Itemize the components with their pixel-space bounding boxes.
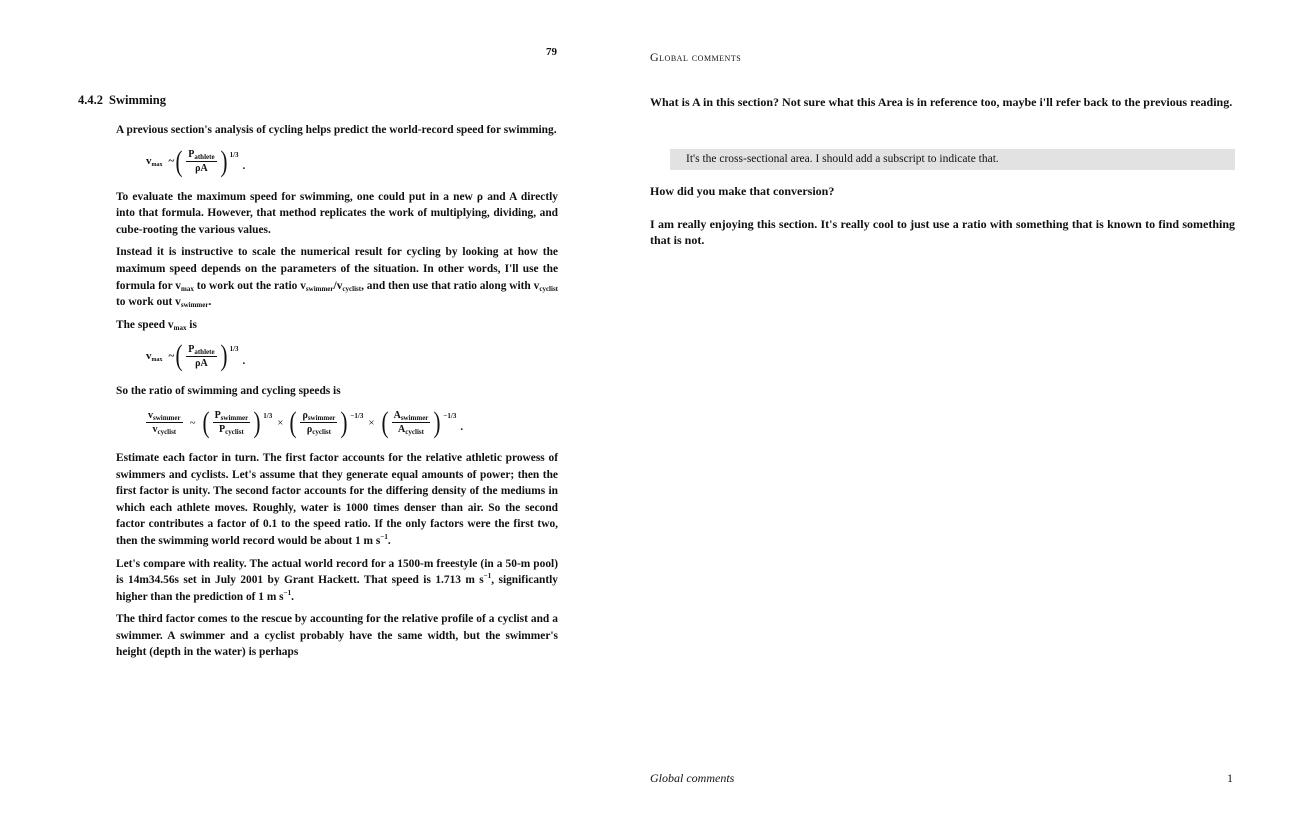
equation-2 bbox=[146, 339, 558, 373]
eq3-end: . bbox=[460, 421, 464, 434]
eq2-power: 1/3 bbox=[229, 345, 239, 354]
eq3-lhs-fraction: $\frac{v_{swimmer}}{v_{cyclist}}$ bbox=[148, 410, 181, 437]
footer-label: Global comments bbox=[650, 771, 735, 785]
paragraph-2: To evaluate the maximum speed for swimming, one could put in a new ρ and A directly into that formula. However, that method replicates the work of multiplying, dividing, and cube-rooting the various values. bbox=[116, 190, 558, 236]
left-page bbox=[78, 0, 559, 836]
footer-page-number: 1 bbox=[1227, 771, 1233, 785]
comment-reply: It's the cross-sectional area. I should add a subscript to indicate that. bbox=[670, 149, 1235, 170]
equation-1 bbox=[146, 145, 558, 179]
eq2-end: . bbox=[242, 354, 246, 367]
section-number: 4.4.2 bbox=[78, 93, 103, 107]
eq3-f1-power: 1/3 bbox=[263, 411, 273, 420]
eq1-lhs: $v_{max}$ bbox=[146, 155, 163, 169]
eq3-times-2: × bbox=[368, 416, 375, 429]
eq3-factor-3: $\frac{A_{swimmer}}{A_{cyclist}}$ bbox=[393, 410, 429, 437]
page-number: 79 bbox=[546, 46, 557, 58]
eq2-fraction: $\frac{P_{athlete}}{\rho A}$ bbox=[188, 343, 215, 369]
comment-2: How did you make that conversion? bbox=[650, 184, 835, 198]
eq2-close-paren: ) bbox=[220, 339, 228, 373]
section-heading bbox=[78, 93, 166, 108]
eq1-fraction: $\frac{P_{athlete}}{\rho A}$ bbox=[188, 149, 215, 175]
equation-3 bbox=[144, 406, 558, 440]
eq3-f2-power: −1/3 bbox=[350, 411, 364, 420]
right-page bbox=[650, 0, 1235, 836]
eq2-open-paren: ( bbox=[175, 339, 183, 373]
paragraph-6: Estimate each factor in turn. The first factor accounts for the relative athletic prowess of swimmers and cyclists. Let's assume that they generate equal amounts of power; then the first factor is unity. The second factor accounts for the differing density of the mediums in which each athlete moves. Roughly, water is 1000 times denser than air. So the second factor contributes a factor of 0.1 to the speed ratio. If the only factors were the first two, then the swimming world record would be about 1 m $s^{-1}$. bbox=[116, 451, 558, 547]
eq1-close-paren: ) bbox=[220, 144, 228, 178]
paragraph-4: The speed $v_{max}$ is bbox=[116, 318, 197, 332]
eq1-open-paren: ( bbox=[175, 144, 183, 178]
running-head: Global comments bbox=[650, 50, 742, 64]
eq3-factor-1: $\frac{P_{swimmer}}{P_{cyclist}}$ bbox=[214, 410, 249, 437]
comment-1: What is A in this section? Not sure what this Area is in reference too, maybe i'll refer back to the previous reading. bbox=[650, 95, 1233, 109]
paragraph-8: The third factor comes to the rescue by accounting for the relative profile of a cyclist and a swimmer. A swimmer and a cyclist probably have the same width, but the swimmer's height (depth in the water) is perhaps bbox=[116, 613, 558, 659]
paragraph-3: Instead it is instructive to scale the numerical result for cycling by looking at how the maximum speed depends on the parameters of the situation. In other words, I'll use the formula for $v_{max}$ to work out the ratio $v_{swimmer}/v_{cyclist}$, and then use that ratio along with $v_{cyclist}$ to work out $v_{swimmer}$. bbox=[116, 246, 559, 310]
paragraph-5: So the ratio of swimming and cycling speeds is bbox=[116, 385, 341, 398]
comment-3: I am really enjoying this section. It's really cool to just use a ratio with something that is known to find something that is not. bbox=[650, 217, 1235, 247]
eq3-times-1: × bbox=[277, 416, 284, 429]
eq2-lhs: $v_{max}$ bbox=[146, 350, 163, 364]
eq3-factor-2: $\frac{\rho_{swimmer}}{\rho_{cyclist}}$ bbox=[302, 410, 336, 437]
eq2-sym: ~ bbox=[168, 350, 175, 363]
eq3-f2-close: ) bbox=[340, 405, 348, 439]
section-title: Swimming bbox=[109, 93, 166, 107]
eq1-sym: ~ bbox=[168, 155, 175, 168]
eq1-power: 1/3 bbox=[229, 150, 239, 159]
paragraph-1: A previous section's analysis of cycling helps predict the world-record speed for swimming. bbox=[116, 124, 557, 136]
eq3-f1-open: ( bbox=[202, 405, 210, 439]
eq3-f1-close: ) bbox=[253, 405, 261, 439]
eq3-f2-open: ( bbox=[289, 405, 297, 439]
paragraph-7: Let's compare with reality. The actual world record for a 1500-m freestyle (in a 50-m pool) is 14m34.56s set in July 2001 by Grant Hackett. That speed is 1.713 m $s^{-1}$, significantly higher than the prediction of 1 m $s^{-1}$. bbox=[116, 557, 558, 603]
eq3-sym: ~ bbox=[189, 416, 196, 429]
eq3-f3-open: ( bbox=[381, 405, 389, 439]
eq3-f3-close: ) bbox=[433, 405, 441, 439]
eq3-f3-power: −1/3 bbox=[443, 411, 457, 420]
body-text bbox=[116, 122, 558, 667]
eq1-end: . bbox=[242, 160, 246, 172]
